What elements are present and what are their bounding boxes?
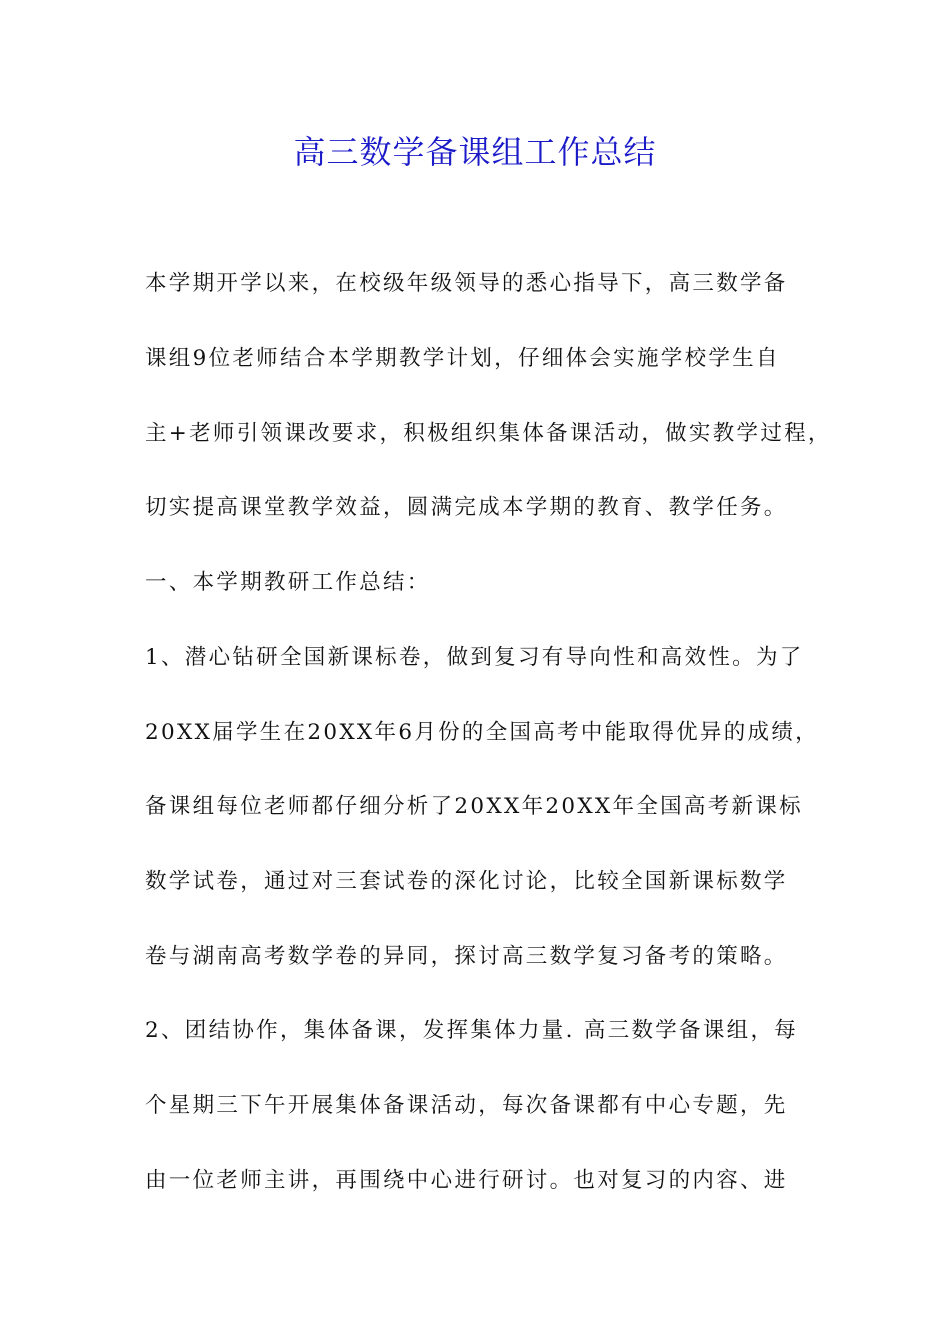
document-title: 高三数学备课组工作总结 — [293, 133, 657, 171]
paragraph-line: 1、潜心钻研全国新课标卷，做到复习有导向性和高效性。为了 — [145, 645, 804, 670]
paragraph-line: 切实提高课堂教学效益，圆满完成本学期的教育、教学任务。 — [145, 495, 788, 520]
paragraph-line: 个星期三下午开展集体备课活动，每次备课都有中心专题，先 — [145, 1093, 788, 1118]
paragraph-line: 由一位老师主讲，再围绕中心进行研讨。也对复习的内容、进 — [145, 1168, 788, 1193]
paragraph-line: 课组9位老师结合本学期教学计划，仔细体会实施学校学生自 — [145, 346, 780, 371]
paragraph-line: 20XX届学生在20XX年6月份的全国高考中能取得优异的成绩， — [145, 720, 819, 745]
paragraph-line: 本学期开学以来，在校级年级领导的悉心指导下，高三数学备 — [145, 271, 788, 296]
section-heading: 一、本学期教研工作总结： — [145, 570, 431, 595]
paragraph-line: 主+老师引领课改要求，积极组织集体备课活动，做实教学过程， — [145, 421, 832, 446]
paragraph-line: 备课组每位老师都仔细分析了20XX年20XX年全国高考新课标 — [145, 794, 803, 819]
paragraph-line: 2、团结协作，集体备课，发挥集体力量. 高三数学备课组，每 — [145, 1018, 799, 1043]
paragraph-line: 数学试卷，通过对三套试卷的深化讨论，比较全国新课标数学 — [145, 869, 788, 894]
paragraph-line: 卷与湖南高考数学卷的异同，探讨高三数学复习备考的策略。 — [145, 944, 788, 969]
